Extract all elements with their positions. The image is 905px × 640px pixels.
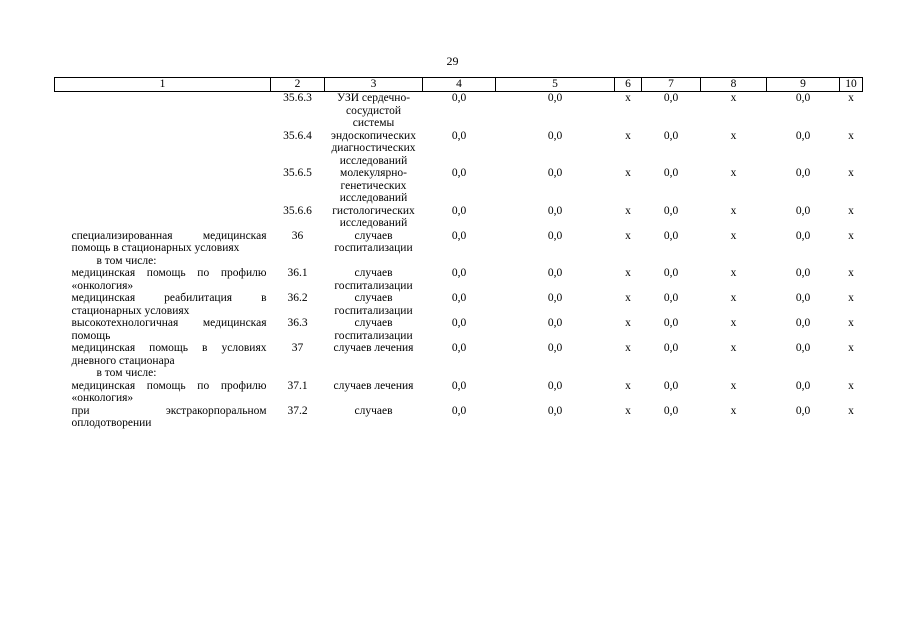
value-cell: 0,0 — [663, 317, 679, 329]
page-number: 29 — [446, 54, 459, 68]
value-cell: x — [848, 292, 854, 304]
value-cell: x — [625, 404, 631, 417]
unit-of-measure: гистологических исследований — [332, 204, 415, 229]
value-cell: 0,0 — [795, 92, 811, 104]
value-cell: 0,0 — [547, 92, 563, 104]
indicator-name: медицинская помощь по профилю «онкология» — [71, 267, 267, 292]
indicator-name — [55, 130, 271, 168]
value-cell: 0,0 — [795, 379, 811, 392]
value-cell: 0,0 — [663, 167, 679, 179]
unit-of-measure: УЗИ сердечно-сосудистой системы — [336, 92, 411, 129]
header-cell: 10 — [840, 78, 863, 92]
row-code — [271, 255, 325, 268]
value-cell: 0,0 — [547, 379, 563, 392]
value-cell: 0,0 — [795, 129, 811, 142]
value-cell: x — [730, 379, 737, 392]
value-cell: 0,0 — [451, 379, 467, 392]
row-code — [271, 367, 325, 380]
value-cell: x — [730, 342, 737, 354]
value-cell: x — [730, 267, 737, 279]
section-subheading: в том числе: — [96, 254, 157, 267]
value-cell: 0,0 — [663, 292, 679, 304]
row-code: 36 — [291, 229, 304, 242]
value-cell: 0,0 — [663, 267, 679, 279]
indicator-name: медицинская помощь в условиях дневного стационара — [71, 342, 267, 367]
value-cell: 0,0 — [663, 404, 679, 417]
value-cell: x — [848, 379, 854, 392]
value-cell: 0,0 — [663, 92, 679, 104]
table-row — [55, 367, 863, 380]
value-cell: 0,0 — [795, 229, 811, 242]
value-cell — [840, 367, 863, 380]
indicators-table — [54, 77, 863, 430]
row-code: 37 — [291, 342, 304, 354]
value-cell — [615, 367, 642, 380]
value-cell: x — [848, 129, 854, 142]
value-cell: 0,0 — [451, 167, 467, 179]
table-body — [55, 92, 863, 430]
unit-of-measure: случаев госпитализации — [334, 229, 413, 254]
value-cell: 0,0 — [451, 404, 467, 417]
indicator-name: медицинская реабилитация в стационарных условиях — [71, 292, 267, 317]
table-row — [55, 130, 863, 168]
value-cell: 0,0 — [663, 342, 679, 354]
unit-of-measure: случаев госпитализации — [334, 317, 413, 342]
table-row — [55, 255, 863, 268]
value-cell — [496, 367, 615, 380]
value-cell: x — [848, 167, 854, 179]
table-row — [55, 205, 863, 230]
unit-of-measure: молекулярно-генетических исследований — [339, 167, 408, 204]
value-cell — [615, 255, 642, 268]
value-cell: 0,0 — [451, 129, 467, 142]
value-cell — [423, 255, 496, 268]
value-cell: x — [730, 167, 737, 179]
value-cell: x — [730, 204, 737, 217]
header-cell: 4 — [423, 78, 496, 92]
value-cell: x — [730, 317, 737, 329]
indicator-name: высокотехнологичная медицинская помощь — [71, 317, 267, 342]
value-cell: 0,0 — [547, 129, 563, 142]
value-cell: x — [848, 317, 854, 329]
row-code: 35.6.5 — [283, 167, 312, 179]
value-cell — [767, 367, 840, 380]
value-cell: 0,0 — [547, 167, 563, 179]
value-cell: 0,0 — [547, 292, 563, 304]
row-code: 37.1 — [287, 379, 308, 392]
value-cell — [701, 367, 767, 380]
indicator-name: медицинская помощь по профилю «онкология» — [71, 379, 267, 404]
unit-of-measure: случаев госпитализации — [334, 267, 413, 292]
value-cell: 0,0 — [547, 342, 563, 354]
unit-of-measure — [325, 367, 423, 380]
value-cell: 0,0 — [451, 229, 467, 242]
value-cell: 0,0 — [451, 92, 467, 104]
table-row — [55, 92, 863, 130]
value-cell — [840, 255, 863, 268]
value-cell: 0,0 — [795, 342, 811, 354]
unit-of-measure: случаев госпитализации — [334, 292, 413, 317]
value-cell — [701, 255, 767, 268]
value-cell: x — [625, 204, 631, 217]
value-cell: 0,0 — [451, 342, 467, 354]
row-code: 37.2 — [287, 404, 308, 417]
value-cell — [642, 255, 701, 268]
value-cell: x — [848, 404, 854, 417]
value-cell: x — [848, 342, 854, 354]
header-cell: 7 — [642, 78, 701, 92]
value-cell: 0,0 — [451, 204, 467, 217]
value-cell: x — [848, 92, 854, 104]
unit-of-measure: случаев — [354, 404, 393, 417]
header-cell: 5 — [496, 78, 615, 92]
value-cell: x — [730, 129, 737, 142]
header-cell: 3 — [325, 78, 423, 92]
indicator-name — [55, 92, 271, 130]
section-subheading: в том числе: — [96, 367, 157, 379]
value-cell: 0,0 — [663, 229, 679, 242]
value-cell: 0,0 — [451, 267, 467, 279]
header-cell: 2 — [271, 78, 325, 92]
row-code: 35.6.3 — [283, 92, 312, 104]
indicator-name — [55, 205, 271, 230]
value-cell: x — [625, 267, 631, 279]
value-cell: 0,0 — [663, 129, 679, 142]
unit-of-measure: случаев лечения — [333, 379, 414, 392]
value-cell: x — [625, 292, 631, 304]
value-cell: 0,0 — [795, 204, 811, 217]
table-row — [55, 405, 863, 430]
indicator-name — [55, 167, 271, 205]
value-cell: 0,0 — [795, 317, 811, 329]
header-cell: 9 — [767, 78, 840, 92]
unit-of-measure: случаев лечения — [333, 342, 414, 354]
unit-of-measure — [325, 255, 423, 268]
indicator-name: при экстракорпоральном оплодотворении — [71, 404, 267, 429]
value-cell: x — [625, 92, 631, 104]
table-row — [55, 230, 863, 255]
value-cell: 0,0 — [547, 229, 563, 242]
table-row — [55, 267, 863, 292]
value-cell: x — [730, 292, 737, 304]
value-cell: x — [625, 129, 631, 142]
row-code: 35.6.4 — [283, 129, 312, 142]
value-cell: 0,0 — [795, 404, 811, 417]
header-row — [55, 78, 863, 92]
value-cell: x — [625, 342, 631, 354]
indicator-name: специализированная медицинская помощь в стационарных условиях — [71, 229, 267, 254]
row-code: 36.3 — [287, 317, 308, 329]
header-cell: 6 — [615, 78, 642, 92]
value-cell: x — [625, 167, 631, 179]
value-cell: x — [730, 92, 737, 104]
value-cell: 0,0 — [795, 167, 811, 179]
table-row — [55, 292, 863, 317]
value-cell: x — [848, 229, 854, 242]
value-cell: 0,0 — [451, 317, 467, 329]
value-cell: x — [848, 204, 854, 217]
row-code: 36.1 — [287, 267, 308, 279]
value-cell — [423, 367, 496, 380]
value-cell — [496, 255, 615, 268]
value-cell: x — [848, 267, 854, 279]
value-cell: x — [625, 379, 631, 392]
value-cell: 0,0 — [547, 317, 563, 329]
value-cell: x — [730, 229, 737, 242]
table-row — [55, 380, 863, 405]
value-cell: x — [625, 317, 631, 329]
header-cell: 1 — [55, 78, 271, 92]
table-row — [55, 317, 863, 342]
value-cell: x — [625, 229, 631, 242]
table-row — [55, 167, 863, 205]
value-cell — [767, 255, 840, 268]
row-code: 36.2 — [287, 292, 308, 304]
value-cell: 0,0 — [547, 204, 563, 217]
value-cell: 0,0 — [663, 204, 679, 217]
value-cell: 0,0 — [547, 267, 563, 279]
value-cell — [642, 367, 701, 380]
table-row — [55, 342, 863, 367]
value-cell: x — [730, 404, 737, 417]
row-code: 35.6.6 — [283, 204, 312, 217]
value-cell: 0,0 — [547, 404, 563, 417]
value-cell: 0,0 — [663, 379, 679, 392]
header-cell: 8 — [701, 78, 767, 92]
value-cell: 0,0 — [795, 292, 811, 304]
value-cell: 0,0 — [451, 292, 467, 304]
unit-of-measure: эндоскопических диагностических исследований — [331, 129, 416, 167]
value-cell: 0,0 — [795, 267, 811, 279]
